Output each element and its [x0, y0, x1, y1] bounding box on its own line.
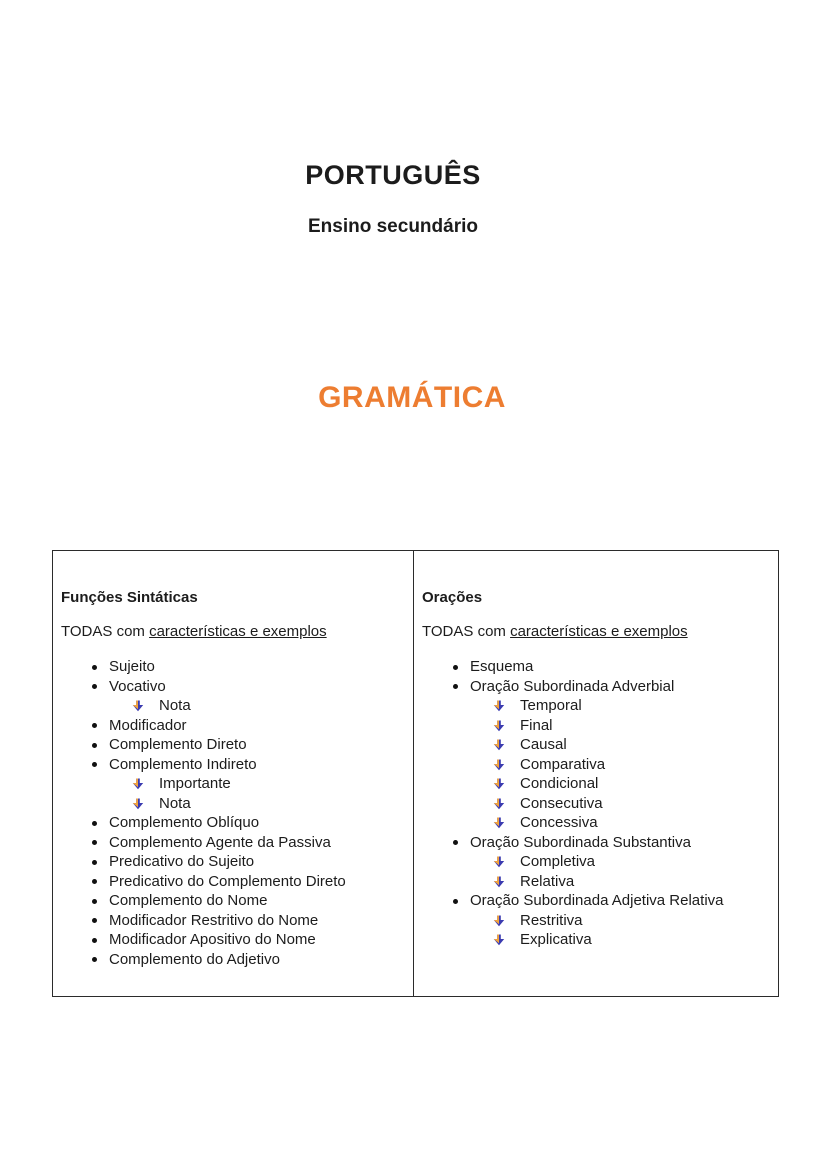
list-item [61, 872, 403, 892]
list-item [422, 930, 768, 950]
list-item-label: Oração Subordinada Adjetiva Relativa [470, 892, 724, 909]
list-item [61, 735, 403, 755]
list-item [422, 794, 768, 814]
list-item [61, 813, 403, 833]
list-item [422, 852, 768, 872]
document-title: PORTUGUÊS [305, 160, 481, 190]
list-item-label: Predicativo do Sujeito [109, 853, 255, 870]
list-item [422, 891, 768, 911]
column-header: Funções Sintáticas [61, 589, 198, 606]
list-item [61, 794, 403, 814]
down-arrow-multicolor-icon [493, 700, 505, 712]
dot-bullet-icon [92, 918, 97, 923]
list-item [422, 872, 768, 892]
list-item [61, 852, 403, 872]
dot-bullet-icon [92, 879, 97, 884]
down-arrow-multicolor-icon [493, 759, 505, 771]
down-arrow-multicolor-icon [493, 856, 505, 868]
list-item-label: Modificador Restritivo do Nome [109, 911, 319, 929]
list-item-label: Nota [159, 794, 191, 812]
dot-bullet-icon [92, 957, 97, 962]
list-item-label: Complemento Direto [109, 736, 247, 753]
list-item-label: Temporal [520, 697, 582, 714]
intro-underlined-text: características e exemplos [510, 623, 688, 640]
list-item-label: Nota [159, 697, 191, 714]
list-item-label: Predicativo do Complemento Direto [109, 872, 346, 890]
list-item-label: Causal [520, 736, 567, 753]
list-item-label: Final [520, 716, 553, 734]
dot-bullet-icon [453, 684, 458, 689]
down-arrow-multicolor-icon [493, 798, 505, 810]
down-arrow-multicolor-icon [493, 778, 505, 790]
list-item [422, 813, 768, 833]
dot-bullet-icon [92, 938, 97, 943]
list-item [61, 911, 403, 931]
dot-bullet-icon [453, 840, 458, 845]
down-arrow-multicolor-icon [493, 739, 505, 751]
dot-bullet-icon [92, 860, 97, 865]
list-item [422, 774, 768, 794]
list-item [422, 735, 768, 755]
list-item [61, 696, 403, 716]
column-header: Orações [422, 589, 483, 606]
list-item-label: Oração Subordinada Adverbial [470, 677, 675, 695]
list-item [61, 677, 403, 697]
list-item [61, 930, 403, 950]
column-intro [422, 623, 768, 640]
list-item-label: Complemento do Nome [109, 892, 268, 909]
list-item-label: Modificador Apositivo do Nome [109, 931, 316, 948]
dot-bullet-icon [92, 684, 97, 689]
column-oracoes [414, 551, 778, 996]
intro-text: TODAS com [422, 623, 511, 640]
down-arrow-multicolor-icon [493, 915, 505, 927]
down-arrow-multicolor-icon [493, 934, 505, 946]
list-item [61, 716, 403, 736]
list-item [61, 774, 403, 794]
list-item-label: Sujeito [109, 658, 155, 675]
list-item-label: Explicativa [520, 931, 592, 948]
intro-underlined-text: características e exemplos [149, 623, 327, 640]
list-item [422, 833, 768, 853]
list-item-label: Comparativa [520, 755, 606, 773]
dot-bullet-icon [92, 899, 97, 904]
column-intro [61, 623, 403, 640]
list-item [422, 911, 768, 931]
list-item-label: Complemento Indireto [109, 755, 257, 773]
list-item [422, 696, 768, 716]
dot-bullet-icon [92, 665, 97, 670]
list-item-label: Consecutiva [520, 794, 603, 812]
dot-bullet-icon [92, 821, 97, 826]
list-item-label: Esquema [470, 658, 534, 675]
list-item-label: Relativa [520, 872, 575, 890]
list-item [61, 833, 403, 853]
dot-bullet-icon [453, 665, 458, 670]
oracoes-list [422, 657, 768, 950]
column-funcoes-sintaticas [53, 551, 414, 996]
list-item-label: Complemento do Adjetivo [109, 950, 280, 968]
list-item [61, 657, 403, 677]
list-item-label: Concessiva [520, 814, 598, 831]
list-item-label: Importante [159, 775, 231, 792]
grammar-table [52, 550, 779, 997]
section-heading: GRAMÁTICA [318, 381, 506, 414]
list-item-label: Restritiva [520, 911, 583, 929]
intro-text: TODAS com [61, 623, 150, 640]
down-arrow-multicolor-icon [493, 720, 505, 732]
down-arrow-multicolor-icon [132, 778, 144, 790]
list-item [422, 755, 768, 775]
list-item [422, 657, 768, 677]
document-subtitle: Ensino secundário [308, 216, 478, 237]
list-item-label: Vocativo [109, 677, 166, 695]
down-arrow-multicolor-icon [493, 876, 505, 888]
down-arrow-multicolor-icon [132, 798, 144, 810]
list-item [61, 755, 403, 775]
dot-bullet-icon [92, 762, 97, 767]
dot-bullet-icon [92, 840, 97, 845]
list-item-label: Modificador [109, 716, 187, 734]
list-item-label: Completiva [520, 853, 596, 870]
down-arrow-multicolor-icon [132, 700, 144, 712]
list-item-label: Complemento Oblíquo [109, 814, 260, 831]
dot-bullet-icon [92, 743, 97, 748]
dot-bullet-icon [92, 723, 97, 728]
list-item [61, 950, 403, 970]
list-item-label: Oração Subordinada Substantiva [470, 833, 691, 851]
list-item-label: Complemento Agente da Passiva [109, 833, 331, 851]
funcoes-sintaticas-list [61, 657, 403, 969]
list-item [61, 891, 403, 911]
down-arrow-multicolor-icon [493, 817, 505, 829]
list-item-label: Condicional [520, 775, 599, 792]
list-item [422, 716, 768, 736]
list-item [422, 677, 768, 697]
dot-bullet-icon [453, 899, 458, 904]
